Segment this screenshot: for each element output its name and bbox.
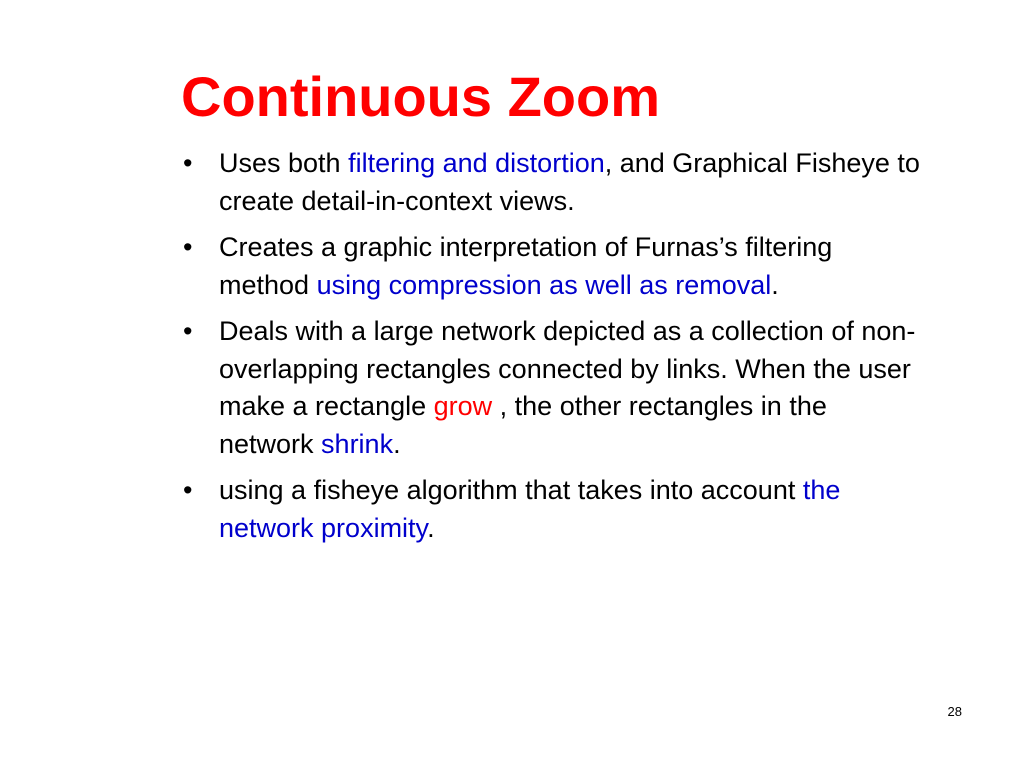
bullet-item-2 xyxy=(181,229,921,304)
slide-title: Continuous Zoom xyxy=(181,65,661,128)
highlight-text: using compression as well as removal xyxy=(316,269,772,300)
bullet-text: , and Graphical Fisheye to create detail-in-context views. xyxy=(219,148,920,216)
highlight-text: grow xyxy=(433,391,493,421)
bullet-item-3 xyxy=(181,313,921,463)
bullet-text: Deals with a large network depicted as a collection of non-overlapping rectangles connected by links. When the user make a rectangle xyxy=(219,316,916,421)
bullet-item-4 xyxy=(181,472,921,547)
bullet-text: using a fisheye algorithm that takes into account xyxy=(219,475,803,505)
page-number: 28 xyxy=(947,704,962,719)
bullet-item-1 xyxy=(181,145,921,220)
highlight-text: the network proximity xyxy=(219,475,841,543)
bullet-list xyxy=(181,145,921,556)
bullet-text: Creates a graphic interpretation of Furnas’s filtering method xyxy=(219,232,833,300)
highlight-text: filtering and distortion xyxy=(348,148,605,178)
highlight-text: shrink xyxy=(321,428,394,459)
bullet-text: . xyxy=(771,269,779,300)
bullet-text: . xyxy=(393,428,401,459)
bullet-text: Uses both xyxy=(219,148,349,178)
bullet-text: , the other rectangles in the network xyxy=(219,391,827,459)
bullet-text: . xyxy=(427,512,435,543)
